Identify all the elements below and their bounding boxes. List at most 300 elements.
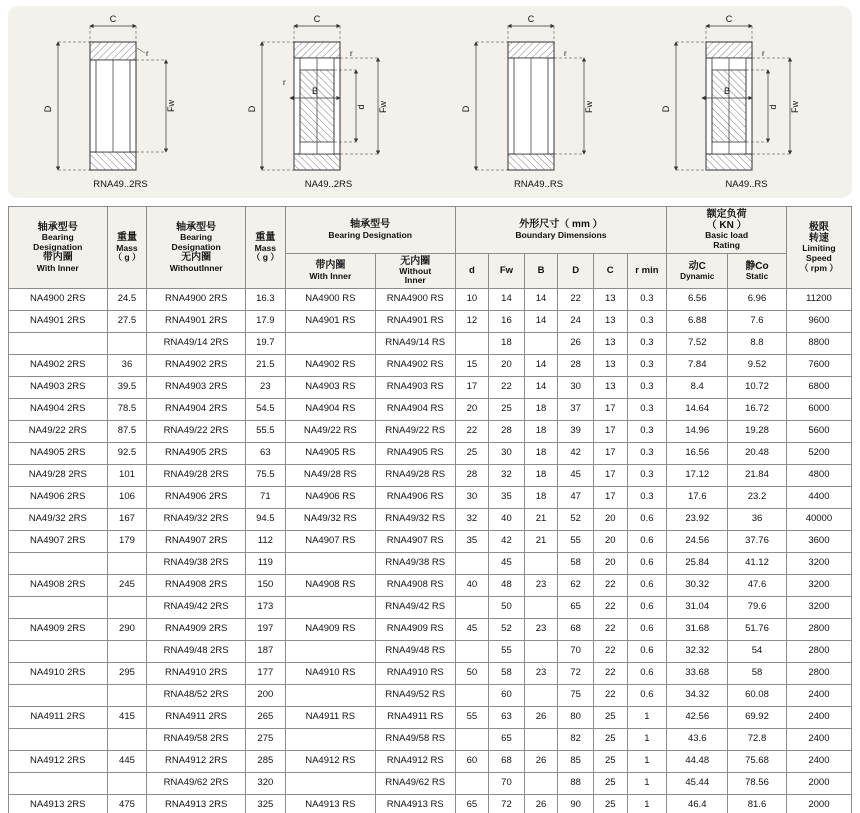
cell-dim-rmin: 0.3 (627, 333, 667, 355)
cell-designation-with-inner-rs: NA4901 RS (285, 311, 375, 333)
cell-mass-without-inner: 265 (245, 707, 285, 729)
table-row (9, 289, 852, 311)
header-designation-without-inner: 轴承型号 Bearing Designation 无内圈 WithoutInner (147, 207, 246, 289)
cell-limiting-speed: 2000 (786, 795, 851, 813)
table-row (9, 707, 852, 729)
cell-designation-without-inner-rs: RNA4902 RS (375, 355, 455, 377)
cell-designation-with-inner-2rs (9, 597, 108, 619)
cell-load-dynamic: 30.32 (667, 575, 728, 597)
cell-load-static: 47.6 (728, 575, 787, 597)
cell-designation-with-inner-2rs: NA4903 2RS (9, 377, 108, 399)
cell-dim-b: 21 (524, 509, 558, 531)
svg-text:D: D (661, 105, 671, 113)
table-row (9, 795, 852, 813)
cell-limiting-speed: 6800 (786, 377, 851, 399)
cell-designation-with-inner-2rs: NA4902 2RS (9, 355, 108, 377)
cell-dim-D: 75 (558, 685, 594, 707)
cell-load-static: 6.96 (728, 289, 787, 311)
cell-designation-with-inner-rs (285, 685, 375, 707)
bearing-diagram-1 (18, 12, 223, 192)
cell-designation-without-inner-rs: RNA49/52 RS (375, 685, 455, 707)
cell-dim-b: 18 (524, 465, 558, 487)
cell-dim-D: 80 (558, 707, 594, 729)
cell-designation-without-inner-rs: RNA4912 RS (375, 751, 455, 773)
cell-designation-with-inner-2rs (9, 685, 108, 707)
cell-designation-with-inner-rs: NA4909 RS (285, 619, 375, 641)
cell-designation-with-inner-2rs: NA4905 2RS (9, 443, 108, 465)
cell-load-static: 41.12 (728, 553, 787, 575)
cell-dim-fw: 55 (489, 641, 525, 663)
table-header-row-1 (9, 207, 852, 254)
cell-designation-with-inner-2rs: NA4908 2RS (9, 575, 108, 597)
cell-dim-D: 85 (558, 751, 594, 773)
cell-dim-rmin: 0.3 (627, 377, 667, 399)
cell-mass-without-inner: 200 (245, 685, 285, 707)
cell-designation-with-inner-rs: NA4907 RS (285, 531, 375, 553)
cell-dim-c: 13 (593, 311, 627, 333)
header-limiting-speed: 极限 转速 Limiting Speed （ rpm ） (786, 207, 851, 289)
cell-dim-c: 25 (593, 773, 627, 795)
svg-text:C: C (109, 14, 117, 24)
cell-designation-without-inner-rs: RNA4910 RS (375, 663, 455, 685)
cell-load-static: 23.2 (728, 487, 787, 509)
cell-load-static: 37.76 (728, 531, 787, 553)
cell-limiting-speed: 4800 (786, 465, 851, 487)
cell-designation-without-inner-rs: RNA49/48 RS (375, 641, 455, 663)
cell-limiting-speed: 2000 (786, 773, 851, 795)
svg-text:r: r (564, 49, 567, 58)
cell-designation-without-inner-rs: RNA4909 RS (375, 619, 455, 641)
cell-dim-D: 68 (558, 619, 594, 641)
cell-load-static: 36 (728, 509, 787, 531)
cell-load-static: 51.76 (728, 619, 787, 641)
cell-dim-b (524, 729, 558, 751)
cell-designation-with-inner-2rs (9, 773, 108, 795)
cell-dim-c: 13 (593, 289, 627, 311)
cell-dim-rmin: 0.6 (627, 575, 667, 597)
cell-dim-D: 82 (558, 729, 594, 751)
cell-designation-without-inner-rs: RNA49/22 RS (375, 421, 455, 443)
cell-mass-with-inner (107, 597, 147, 619)
cell-dim-d: 10 (455, 289, 489, 311)
cell-load-static: 16.72 (728, 399, 787, 421)
cell-dim-d: 55 (455, 707, 489, 729)
cell-mass-without-inner: 150 (245, 575, 285, 597)
cell-designation-without-inner-2rs: RNA4908 2RS (147, 575, 246, 597)
table-row (9, 443, 852, 465)
cell-limiting-speed: 9600 (786, 311, 851, 333)
cell-mass-with-inner: 87.5 (107, 421, 147, 443)
cell-designation-without-inner-2rs: RNA4903 2RS (147, 377, 246, 399)
cell-dim-rmin: 0.3 (627, 487, 667, 509)
cell-mass-with-inner: 167 (107, 509, 147, 531)
svg-text:B: B (311, 86, 319, 96)
cell-load-dynamic: 17.12 (667, 465, 728, 487)
cell-dim-rmin: 0.3 (627, 421, 667, 443)
cell-designation-with-inner-rs: NA4906 RS (285, 487, 375, 509)
cell-mass-without-inner: 23 (245, 377, 285, 399)
cell-dim-rmin: 0.3 (627, 399, 667, 421)
cell-dim-rmin: 1 (627, 751, 667, 773)
cell-dim-c: 25 (593, 795, 627, 813)
cell-limiting-speed: 5600 (786, 421, 851, 443)
cell-dim-rmin: 0.6 (627, 553, 667, 575)
header-load-dynamic: 动C Dynamic (667, 253, 728, 288)
table-body (9, 289, 852, 813)
cell-dim-c: 20 (593, 553, 627, 575)
cell-dim-D: 26 (558, 333, 594, 355)
header-dim-rmin: r min (627, 253, 667, 288)
cell-load-dynamic: 46.4 (667, 795, 728, 813)
cell-designation-with-inner-2rs: NA4913 2RS (9, 795, 108, 813)
cell-limiting-speed: 3200 (786, 553, 851, 575)
cell-designation-with-inner-2rs: NA49/32 2RS (9, 509, 108, 531)
cell-load-dynamic: 33.68 (667, 663, 728, 685)
cell-dim-b: 18 (524, 443, 558, 465)
cell-dim-b: 23 (524, 619, 558, 641)
table-row (9, 663, 852, 685)
cell-designation-with-inner-2rs: NA4906 2RS (9, 487, 108, 509)
cell-designation-with-inner-rs (285, 641, 375, 663)
table-row (9, 641, 852, 663)
cell-mass-without-inner: 325 (245, 795, 285, 813)
cell-designation-with-inner-rs (285, 773, 375, 795)
cell-dim-d (455, 597, 489, 619)
cell-dim-fw: 40 (489, 509, 525, 531)
cell-dim-rmin: 1 (627, 707, 667, 729)
cell-load-dynamic: 43.6 (667, 729, 728, 751)
cell-designation-with-inner-rs: NA4902 RS (285, 355, 375, 377)
diagram-caption-2: NA49..2RS (304, 179, 353, 190)
cell-limiting-speed: 4400 (786, 487, 851, 509)
cell-dim-c: 22 (593, 663, 627, 685)
cell-dim-c: 13 (593, 377, 627, 399)
cell-dim-d: 60 (455, 751, 489, 773)
cell-designation-without-inner-rs: RNA4905 RS (375, 443, 455, 465)
cell-limiting-speed: 2400 (786, 707, 851, 729)
bearing-diagram-2 (226, 12, 431, 192)
cell-dim-D: 30 (558, 377, 594, 399)
cell-designation-without-inner-rs: RNA4913 RS (375, 795, 455, 813)
cell-load-static: 9.52 (728, 355, 787, 377)
cell-load-static: 81.6 (728, 795, 787, 813)
cell-load-static: 54 (728, 641, 787, 663)
cell-dim-fw: 14 (489, 289, 525, 311)
cell-designation-with-inner-2rs: NA4904 2RS (9, 399, 108, 421)
cell-designation-without-inner-2rs: RNA49/42 2RS (147, 597, 246, 619)
cell-designation-with-inner-2rs: NA4901 2RS (9, 311, 108, 333)
cell-dim-b (524, 641, 558, 663)
cell-load-dynamic: 17.6 (667, 487, 728, 509)
cell-designation-with-inner-2rs: NA4910 2RS (9, 663, 108, 685)
cell-designation-with-inner-rs: NA49/22 RS (285, 421, 375, 443)
cell-dim-D: 58 (558, 553, 594, 575)
cell-designation-without-inner-2rs: RNA49/14 2RS (147, 333, 246, 355)
cell-limiting-speed: 11200 (786, 289, 851, 311)
cell-mass-without-inner: 187 (245, 641, 285, 663)
cell-dim-d (455, 553, 489, 575)
cell-designation-with-inner-rs: NA4911 RS (285, 707, 375, 729)
cell-mass-with-inner: 27.5 (107, 311, 147, 333)
cell-limiting-speed: 7600 (786, 355, 851, 377)
cell-dim-rmin: 0.3 (627, 465, 667, 487)
cell-designation-without-inner-2rs: RNA4911 2RS (147, 707, 246, 729)
cell-dim-d: 15 (455, 355, 489, 377)
svg-text:Fw: Fw (166, 100, 176, 112)
header-dim-fw: Fw (489, 253, 525, 288)
cell-limiting-speed: 2400 (786, 751, 851, 773)
bearing-spec-table (8, 206, 852, 813)
cell-designation-with-inner-2rs: NA49/28 2RS (9, 465, 108, 487)
cell-mass-with-inner: 78.5 (107, 399, 147, 421)
cell-designation-without-inner-rs: RNA4904 RS (375, 399, 455, 421)
cell-designation-without-inner-rs: RNA4906 RS (375, 487, 455, 509)
cell-designation-without-inner-2rs: RNA4901 2RS (147, 311, 246, 333)
cell-load-dynamic: 6.88 (667, 311, 728, 333)
cell-dim-fw: 22 (489, 377, 525, 399)
cell-designation-with-inner-rs (285, 553, 375, 575)
cell-dim-c: 13 (593, 355, 627, 377)
cell-mass-with-inner: 475 (107, 795, 147, 813)
cell-load-static: 21.84 (728, 465, 787, 487)
cell-load-dynamic: 24.56 (667, 531, 728, 553)
cell-dim-rmin: 0.6 (627, 685, 667, 707)
header-group-designation: 轴承型号 Bearing Designation (285, 207, 455, 254)
cell-designation-without-inner-2rs: RNA4913 2RS (147, 795, 246, 813)
cell-designation-without-inner-2rs: RNA49/32 2RS (147, 509, 246, 531)
cell-mass-with-inner (107, 333, 147, 355)
table-row (9, 355, 852, 377)
cell-dim-d: 28 (455, 465, 489, 487)
cell-load-dynamic: 6.56 (667, 289, 728, 311)
cell-mass-with-inner: 24.5 (107, 289, 147, 311)
table-row (9, 751, 852, 773)
cell-dim-fw: 58 (489, 663, 525, 685)
cell-mass-with-inner: 295 (107, 663, 147, 685)
cell-dim-d: 32 (455, 509, 489, 531)
cell-designation-without-inner-rs: RNA49/62 RS (375, 773, 455, 795)
table-row (9, 685, 852, 707)
cell-dim-fw: 72 (489, 795, 525, 813)
cell-dim-D: 65 (558, 597, 594, 619)
cell-mass-without-inner: 17.9 (245, 311, 285, 333)
cell-mass-without-inner: 112 (245, 531, 285, 553)
cell-load-dynamic: 16.56 (667, 443, 728, 465)
cell-mass-without-inner: 320 (245, 773, 285, 795)
cell-designation-without-inner-2rs: RNA4906 2RS (147, 487, 246, 509)
cell-designation-without-inner-2rs: RNA4902 2RS (147, 355, 246, 377)
cell-designation-without-inner-2rs: RNA48/52 2RS (147, 685, 246, 707)
cell-load-static: 8.8 (728, 333, 787, 355)
cell-dim-rmin: 0.6 (627, 619, 667, 641)
header-dim-d: d (455, 253, 489, 288)
cell-designation-without-inner-rs: RNA4908 RS (375, 575, 455, 597)
cell-dim-c: 17 (593, 465, 627, 487)
cell-mass-with-inner: 101 (107, 465, 147, 487)
cell-limiting-speed: 5200 (786, 443, 851, 465)
cell-dim-rmin: 0.6 (627, 663, 667, 685)
cell-designation-with-inner-rs: NA49/32 RS (285, 509, 375, 531)
cell-dim-fw: 48 (489, 575, 525, 597)
cell-dim-d: 12 (455, 311, 489, 333)
cell-designation-without-inner-2rs: RNA4904 2RS (147, 399, 246, 421)
cell-designation-without-inner-rs: RNA49/58 RS (375, 729, 455, 751)
cell-dim-rmin: 0.3 (627, 311, 667, 333)
cell-dim-D: 88 (558, 773, 594, 795)
header-mass-1: 重量 Mass （ g ） (107, 207, 147, 289)
cell-dim-d (455, 729, 489, 751)
cell-dim-d: 65 (455, 795, 489, 813)
header-dim-D: D (558, 253, 594, 288)
cell-limiting-speed: 2800 (786, 663, 851, 685)
svg-text:B: B (723, 86, 731, 96)
bearing-diagram-panel (8, 6, 852, 198)
cell-designation-without-inner-rs: RNA49/28 RS (375, 465, 455, 487)
cell-dim-rmin: 0.6 (627, 597, 667, 619)
cell-mass-with-inner (107, 641, 147, 663)
cell-dim-fw: 52 (489, 619, 525, 641)
cell-dim-c: 13 (593, 333, 627, 355)
cell-dim-fw: 25 (489, 399, 525, 421)
table-row (9, 729, 852, 751)
table-row (9, 597, 852, 619)
table-row (9, 465, 852, 487)
cell-mass-without-inner: 177 (245, 663, 285, 685)
cell-designation-without-inner-2rs: RNA49/28 2RS (147, 465, 246, 487)
cell-designation-with-inner-rs (285, 729, 375, 751)
cell-dim-rmin: 0.6 (627, 641, 667, 663)
cell-dim-c: 25 (593, 729, 627, 751)
cell-limiting-speed: 2400 (786, 729, 851, 751)
cell-dim-fw: 65 (489, 729, 525, 751)
cell-dim-rmin: 0.3 (627, 289, 667, 311)
cell-dim-c: 17 (593, 487, 627, 509)
cell-designation-with-inner-2rs: NA4911 2RS (9, 707, 108, 729)
cell-designation-with-inner-rs (285, 333, 375, 355)
cell-mass-without-inner: 21.5 (245, 355, 285, 377)
cell-dim-d: 50 (455, 663, 489, 685)
header-mass-2: 重量 Mass （ g ） (245, 207, 285, 289)
cell-designation-without-inner-2rs: RNA4910 2RS (147, 663, 246, 685)
cell-designation-without-inner-rs: RNA4911 RS (375, 707, 455, 729)
cell-dim-D: 24 (558, 311, 594, 333)
cell-limiting-speed: 8800 (786, 333, 851, 355)
cell-load-static: 72.8 (728, 729, 787, 751)
cell-designation-with-inner-rs: NA4913 RS (285, 795, 375, 813)
cell-load-dynamic: 45.44 (667, 773, 728, 795)
cell-dim-b: 23 (524, 663, 558, 685)
svg-text:D: D (43, 105, 53, 113)
svg-text:Fw: Fw (378, 101, 388, 113)
cell-limiting-speed: 3200 (786, 575, 851, 597)
cell-mass-with-inner (107, 729, 147, 751)
cell-dim-b (524, 685, 558, 707)
cell-dim-b: 18 (524, 399, 558, 421)
cell-designation-with-inner-rs: NA4908 RS (285, 575, 375, 597)
cell-designation-without-inner-2rs: RNA49/38 2RS (147, 553, 246, 575)
cell-dim-fw: 32 (489, 465, 525, 487)
cell-designation-without-inner-rs: RNA4901 RS (375, 311, 455, 333)
cell-dim-D: 39 (558, 421, 594, 443)
cell-designation-without-inner-2rs: RNA4905 2RS (147, 443, 246, 465)
table-row (9, 575, 852, 597)
table-row (9, 399, 852, 421)
cell-dim-rmin: 1 (627, 729, 667, 751)
cell-dim-fw: 70 (489, 773, 525, 795)
cell-dim-D: 72 (558, 663, 594, 685)
cell-dim-fw: 60 (489, 685, 525, 707)
cell-mass-without-inner: 75.5 (245, 465, 285, 487)
table-row (9, 773, 852, 795)
cell-dim-c: 17 (593, 399, 627, 421)
header-load-static: 静Co Static (728, 253, 787, 288)
cell-dim-D: 42 (558, 443, 594, 465)
cell-designation-with-inner-rs (285, 597, 375, 619)
cell-load-dynamic: 34.32 (667, 685, 728, 707)
cell-load-dynamic: 7.52 (667, 333, 728, 355)
cell-designation-with-inner-2rs: NA4912 2RS (9, 751, 108, 773)
cell-limiting-speed: 3600 (786, 531, 851, 553)
table-row (9, 619, 852, 641)
cell-dim-d (455, 333, 489, 355)
cell-dim-b: 26 (524, 795, 558, 813)
cell-load-static: 69.92 (728, 707, 787, 729)
cell-load-static: 75.68 (728, 751, 787, 773)
cell-dim-fw: 16 (489, 311, 525, 333)
cell-dim-fw: 68 (489, 751, 525, 773)
cell-mass-without-inner: 119 (245, 553, 285, 575)
cell-dim-D: 45 (558, 465, 594, 487)
cell-load-static: 78.56 (728, 773, 787, 795)
cell-load-dynamic: 8.4 (667, 377, 728, 399)
cell-dim-c: 25 (593, 751, 627, 773)
cell-dim-fw: 30 (489, 443, 525, 465)
cell-dim-d: 30 (455, 487, 489, 509)
svg-text:r: r (146, 49, 149, 58)
cell-load-static: 58 (728, 663, 787, 685)
cell-designation-with-inner-2rs (9, 641, 108, 663)
svg-text:C: C (527, 14, 535, 24)
cell-limiting-speed: 3200 (786, 597, 851, 619)
cell-load-static: 20.48 (728, 443, 787, 465)
header-sub-without-inner: 无内圈 Without Inner (375, 253, 455, 288)
header-dim-b: B (524, 253, 558, 288)
cell-dim-d (455, 685, 489, 707)
svg-text:C: C (725, 14, 733, 24)
cell-load-dynamic: 32.32 (667, 641, 728, 663)
cell-load-dynamic: 44.48 (667, 751, 728, 773)
cell-mass-with-inner (107, 685, 147, 707)
cell-dim-D: 62 (558, 575, 594, 597)
cell-mass-with-inner: 39.5 (107, 377, 147, 399)
cell-dim-b: 26 (524, 751, 558, 773)
cell-dim-c: 20 (593, 531, 627, 553)
cell-load-dynamic: 7.84 (667, 355, 728, 377)
cell-designation-with-inner-2rs: NA49/22 2RS (9, 421, 108, 443)
cell-dim-b (524, 597, 558, 619)
cell-mass-with-inner: 36 (107, 355, 147, 377)
cell-designation-without-inner-2rs: RNA4900 2RS (147, 289, 246, 311)
cell-dim-rmin: 1 (627, 795, 667, 813)
table-row (9, 377, 852, 399)
cell-dim-c: 22 (593, 641, 627, 663)
cell-dim-d (455, 641, 489, 663)
cell-dim-b (524, 773, 558, 795)
svg-text:r: r (762, 49, 765, 58)
cell-dim-d: 22 (455, 421, 489, 443)
cell-dim-d: 20 (455, 399, 489, 421)
cell-dim-c: 17 (593, 443, 627, 465)
